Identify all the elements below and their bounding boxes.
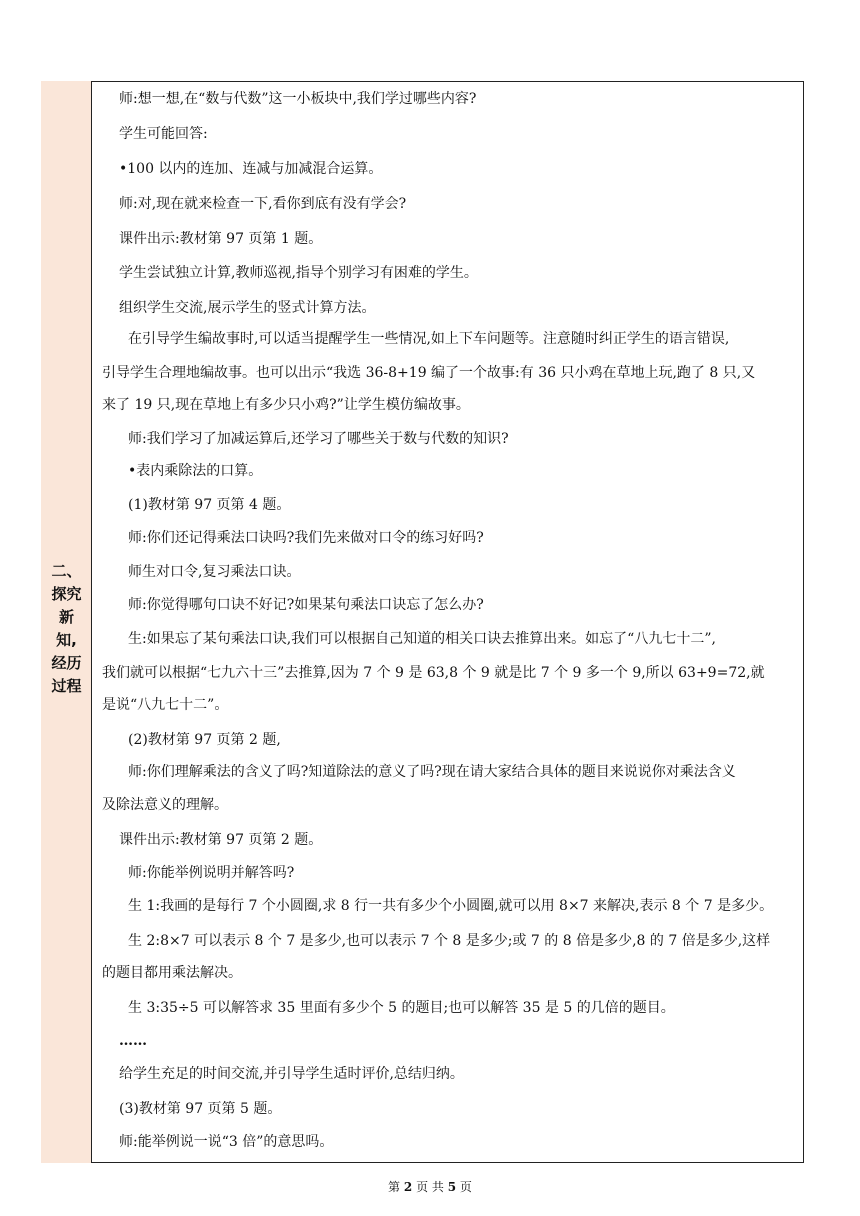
text-line: 组织学生交流,展示学生的竖式计算方法。 xyxy=(119,300,376,316)
footer-prefix: 第 xyxy=(388,1180,401,1194)
text-line: 的题目都用乘法解决。 xyxy=(102,965,242,981)
text-line: 师:你觉得哪句口诀不好记?如果某句乘法口诀忘了怎么办? xyxy=(128,597,484,613)
text-line: (1)教材第 97 页第 4 题。 xyxy=(128,497,291,513)
text-line: 师:你们理解乘法的含义了吗?知道除法的意义了吗?现在请大家结合具体的题目来说说你对乘法含义 xyxy=(128,764,736,780)
text-line: 生 3:35÷5 可以解答求 35 里面有多少个 5 的题目;也可以解答 35 是 5 的几倍的题目。 xyxy=(128,1000,675,1016)
total-pages-number: 5 xyxy=(447,1180,457,1194)
section-label xyxy=(41,560,92,698)
text-line: 给学生充足的时间交流,并引导学生适时评价,总结归纳。 xyxy=(119,1066,464,1082)
text-line: 是说“八九七十二”。 xyxy=(102,697,229,713)
footer-middle: 页 共 xyxy=(416,1180,444,1194)
text-line: (3)教材第 97 页第 5 题。 xyxy=(119,1101,282,1117)
text-line: (2)教材第 97 页第 2 题, xyxy=(128,732,281,748)
text-line: •100 以内的连加、连减与加减混合运算。 xyxy=(119,161,383,177)
section-label-line: 过程 xyxy=(51,677,82,695)
text-line: 师:你们还记得乘法口诀吗?我们先来做对口令的练习好吗? xyxy=(128,530,484,546)
text-line: 我们就可以根据“七九六十三”去推算,因为 7 个 9 是 63,8 个 9 就是比 7 个 9 多一个 9,所以 63+9=72,就 xyxy=(102,665,765,681)
text-line: 学生可能回答: xyxy=(119,126,208,142)
section-label-line: 知, xyxy=(56,631,77,649)
text-line: 生 2:8×7 可以表示 8 个 7 是多少,也可以表示 7 个 8 是多少;或 7 的 8 倍是多少,8 的 7 倍是多少,这样 xyxy=(128,933,771,949)
footer-suffix: 页 xyxy=(459,1180,472,1194)
text-line: 生 1:我画的是每行 7 个小圆圈,求 8 行一共有多少个小圆圈,就可以用 8×7 来解决,表示 8 个 7 是多少。 xyxy=(128,898,774,914)
section-label-line: 探究 xyxy=(51,585,82,603)
text-line: •表内乘除法的口算。 xyxy=(128,463,263,479)
text-line: 师:你能举例说明并解答吗? xyxy=(128,865,295,881)
text-line: 生:如果忘了某句乘法口诀,我们可以根据自己知道的相关口诀去推算出来。如忘了“八九七十二”, xyxy=(128,631,716,647)
text-line: 师生对口令,复习乘法口诀。 xyxy=(128,564,301,580)
text-line: 引导学生合理地编故事。也可以出示“我选 36-8+19 编了一个故事:有 36 只小鸡在草地上玩,跑了 8 只,又 xyxy=(102,365,756,381)
section-label-line: 经历 xyxy=(51,654,82,672)
text-line: 及除法意义的理解。 xyxy=(102,797,228,813)
page-footer xyxy=(0,1180,860,1194)
text-line: 师:能举例说一说“3 倍”的意思吗。 xyxy=(119,1134,334,1150)
text-line: 在引导学生编故事时,可以适当提醒学生一些情况,如上下车问题等。注意随时纠正学生的语言错误, xyxy=(128,331,730,347)
text-line: 课件出示:教材第 97 页第 1 题。 xyxy=(119,231,323,247)
text-line: 来了 19 只,现在草地上有多少只小鸡?”让学生模仿编故事。 xyxy=(102,397,470,413)
text-line: 学生尝试独立计算,教师巡视,指导个别学习有困难的学生。 xyxy=(119,265,478,281)
ellipsis: …… xyxy=(119,1033,147,1049)
section-label-line: 新 xyxy=(58,608,74,626)
text-line: 课件出示:教材第 97 页第 2 题。 xyxy=(119,832,323,848)
current-page-number: 2 xyxy=(403,1180,413,1194)
section-label-line: 二、 xyxy=(51,562,82,580)
text-line: 师:想一想,在“数与代数”这一小板块中,我们学过哪些内容? xyxy=(119,91,477,107)
text-line: 师:我们学习了加减运算后,还学习了哪些关于数与代数的知识? xyxy=(128,431,509,447)
text-line: 师:对,现在就来检查一下,看你到底有没有学会? xyxy=(119,196,407,212)
